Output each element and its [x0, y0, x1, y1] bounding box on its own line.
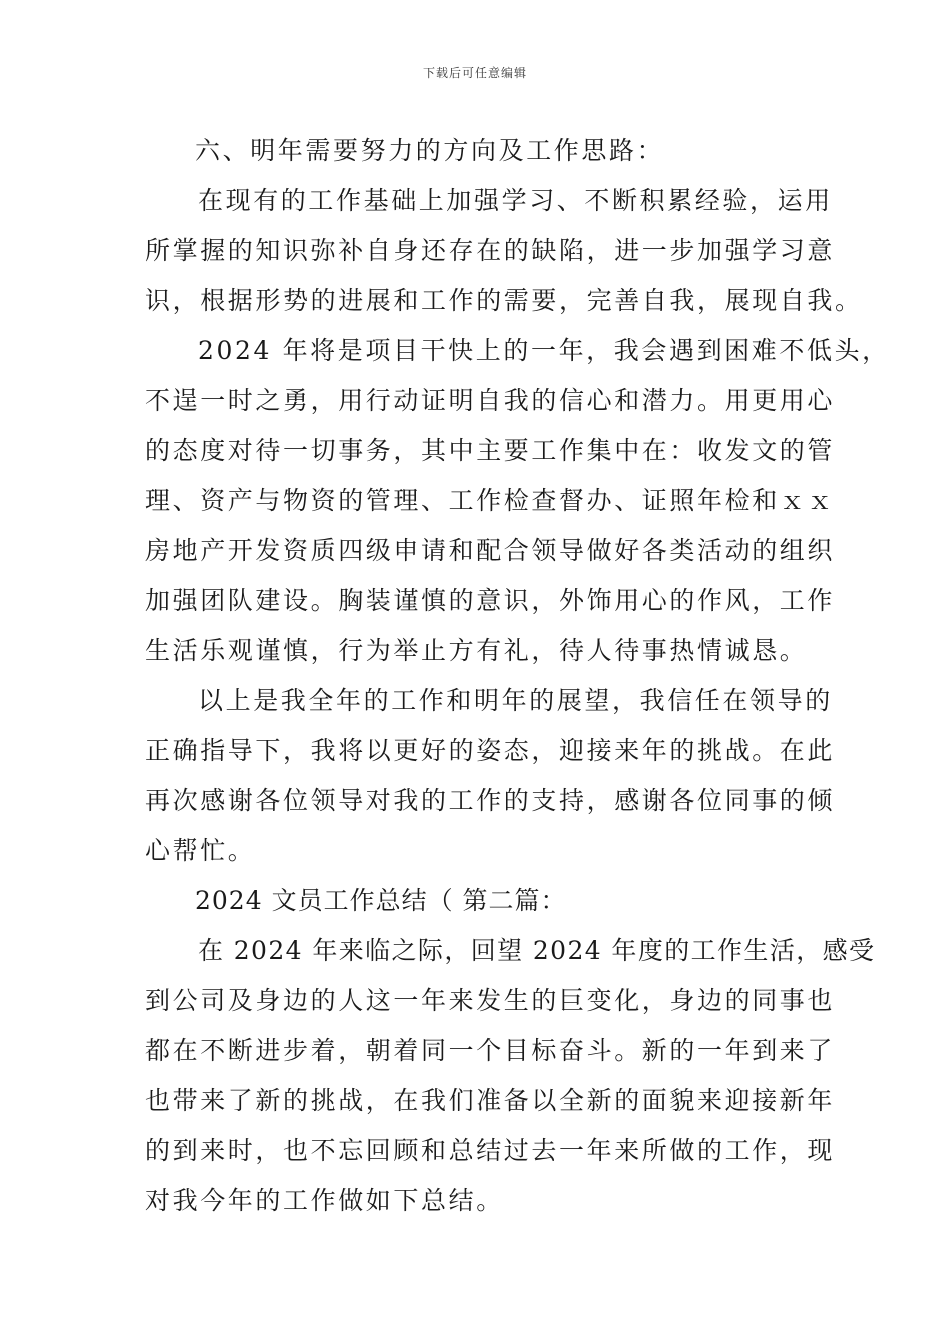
paragraph-line: 不逞一时之勇，用行动证明自我的信心和潜力。用更用心: [145, 386, 836, 415]
paragraph-line: 识，根据形势的进展和工作的需要，完善自我，展现自我。: [145, 286, 863, 315]
paragraph-line: 正确指导下，我将以更好的姿态，迎接来年的挑战。在此: [145, 736, 836, 765]
paragraph-line: 加强团队建设。胸装谨慎的意识，外饰用心的作风，工作: [145, 586, 836, 615]
paragraph-line: 对我今年的工作做如下总结。: [145, 1186, 504, 1215]
paragraph-line: 心帮忙。: [145, 836, 256, 865]
paragraph-line: 都在不断进步着，朝着同一个目标奋斗。新的一年到来了: [145, 1036, 836, 1065]
paragraph-line: 以上是我全年的工作和明年的展望，我信任在领导的: [198, 686, 833, 715]
paragraph-line: 所掌握的知识弥补自身还存在的缺陷，进一步加强学习意: [145, 236, 836, 265]
paragraph-line: 2024 年将是项目干快上的一年，我会遇到困难不低头，: [198, 336, 890, 365]
paragraph-line: 理、资产与物资的管理、工作检查督办、证照年检和ｘｘ: [145, 486, 836, 515]
paragraph-line: 在 2024 年来临之际，回望 2024 年度的工作生活，感受: [198, 936, 876, 965]
section-heading: 2024 文员工作总结（ 第二篇：: [195, 886, 567, 915]
paragraph-line: 在现有的工作基础上加强学习、不断积累经验，运用: [198, 186, 833, 215]
paragraph-line: 也带来了新的挑战，在我们准备以全新的面貌来迎接新年: [145, 1086, 836, 1115]
paragraph-line: 房地产开发资质四级申请和配合领导做好各类活动的组织: [145, 536, 836, 565]
paragraph-line: 生活乐观谨慎，行为举止方有礼，待人待事热情诚恳。: [145, 636, 808, 665]
page-header-note: 下载后可任意编辑: [422, 66, 527, 80]
paragraph-line: 的态度对待一切事务，其中主要工作集中在：收发文的管: [145, 436, 836, 465]
paragraph-line: 再次感谢各位领导对我的工作的支持，感谢各位同事的倾: [145, 786, 836, 815]
section-heading: 六、明年需要努力的方向及工作思路：: [195, 136, 665, 165]
paragraph-line: 到公司及身边的人这一年来发生的巨变化，身边的同事也: [145, 986, 836, 1015]
paragraph-line: 的到来时，也不忘回顾和总结过去一年来所做的工作，现: [145, 1136, 836, 1165]
